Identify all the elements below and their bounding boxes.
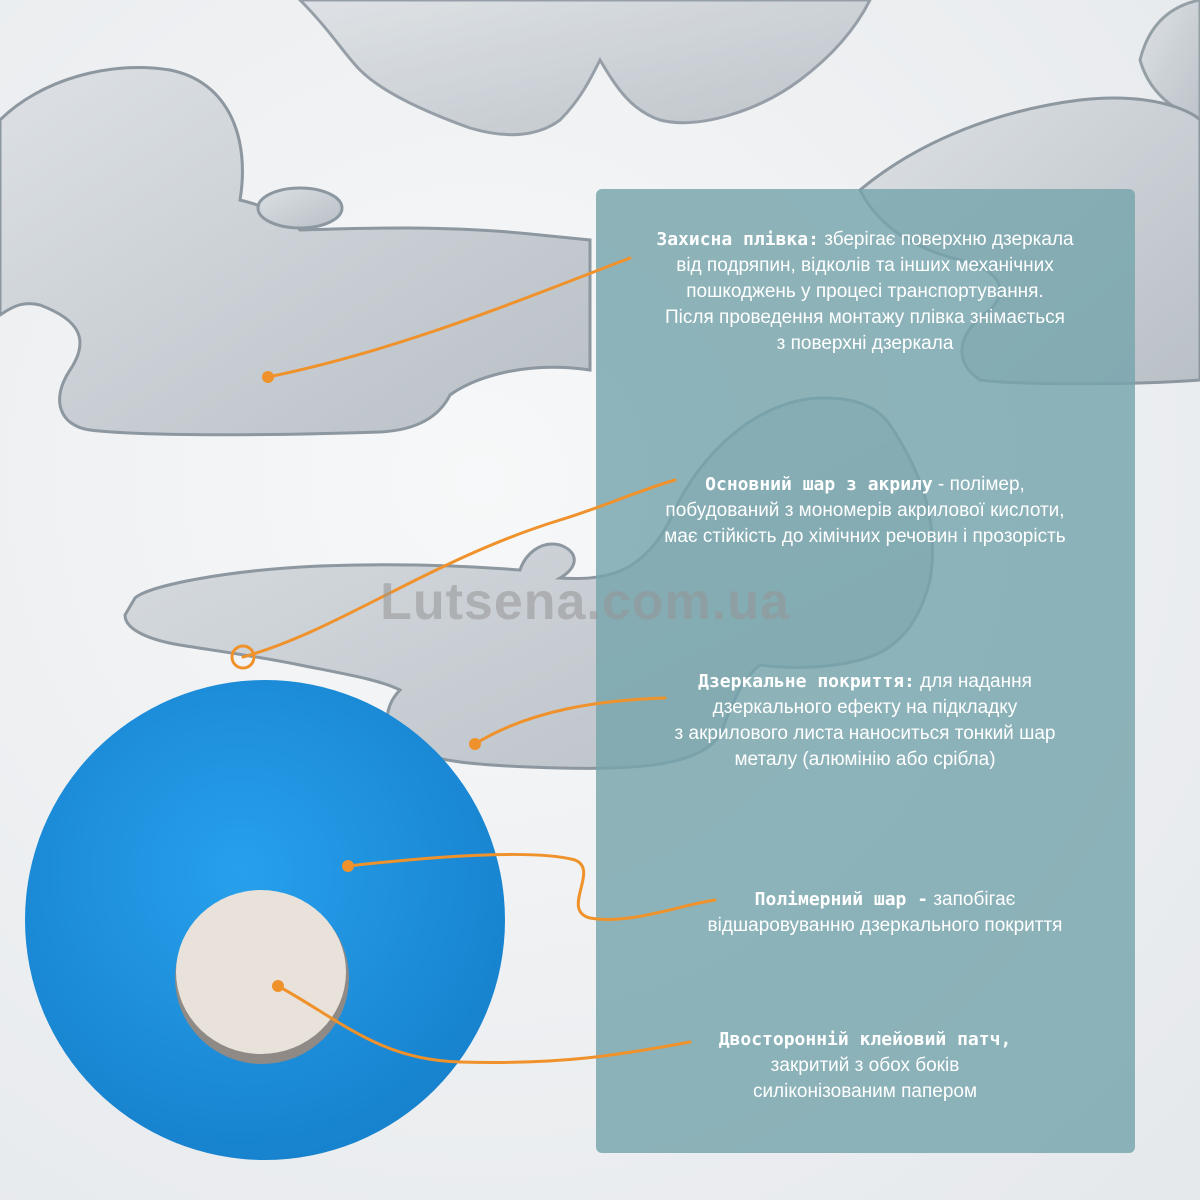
callout-mirror-line-1: для надання: [920, 671, 1032, 692]
callout-mirror-line-4: металу (алюмінію або срібла): [734, 749, 996, 770]
callout-polymer-title: Полімерний шар -: [754, 889, 929, 910]
callout-patch-line-3: силіконізованим папером: [752, 1081, 978, 1102]
leader-line-patch: [278, 986, 690, 1063]
callout-acrylic-line-3: має стійкість до хімічних речовин і прозорість: [664, 526, 1066, 547]
callout-acrylic-line-1: - полімер,: [932, 474, 1025, 495]
callout-polymer-layer: [640, 887, 1130, 939]
leader-dot-patch: [272, 980, 284, 992]
callout-adhesive-patch: [630, 1027, 1100, 1105]
callout-acrylic-layer: [600, 472, 1130, 550]
callout-film-line-1: зберігає поверхню дзеркала: [824, 229, 1074, 250]
callout-film-line-2: від подряпин, відколів та інших механічних: [676, 255, 1054, 276]
callout-mirror-title: Дзеркальне покриття:: [698, 671, 915, 692]
callout-mirror-line-2: дзеркального ефекту на підкладку: [712, 697, 1018, 718]
callout-acrylic-line-2: побудований з мономерів акрилової кислоти,: [665, 500, 1065, 521]
callout-acrylic-title: Основний шар з акрилу: [705, 474, 933, 495]
callout-protective-film: [600, 227, 1130, 357]
leader-dot-film: [262, 371, 274, 383]
callout-film-line-5: з поверхні дзеркала: [776, 333, 954, 354]
callout-polymer-line-1: запобігає: [933, 889, 1016, 910]
leader-dot-polymer: [342, 860, 354, 872]
callout-mirror-coating: [600, 669, 1130, 773]
callout-patch-title: Двосторонній клейовий патч,: [718, 1029, 1012, 1050]
callout-polymer-line-2: відшаровуванню дзеркального покриття: [707, 915, 1063, 936]
callout-film-title: Захисна плівка:: [656, 229, 819, 250]
watermark: Lutsena.com.ua: [380, 573, 790, 631]
callout-patch-line-2: закритий з обох боків: [770, 1055, 960, 1076]
leader-line-film: [268, 258, 630, 377]
callout-mirror-line-3: з акрилового листа наноситься тонкий шар: [674, 723, 1056, 744]
callout-film-line-3: пошкоджень у процесі транспортування.: [686, 281, 1044, 302]
callout-film-line-4: Після проведення монтажу плівка знімається: [665, 307, 1065, 328]
leader-dot-mirror: [469, 738, 481, 750]
